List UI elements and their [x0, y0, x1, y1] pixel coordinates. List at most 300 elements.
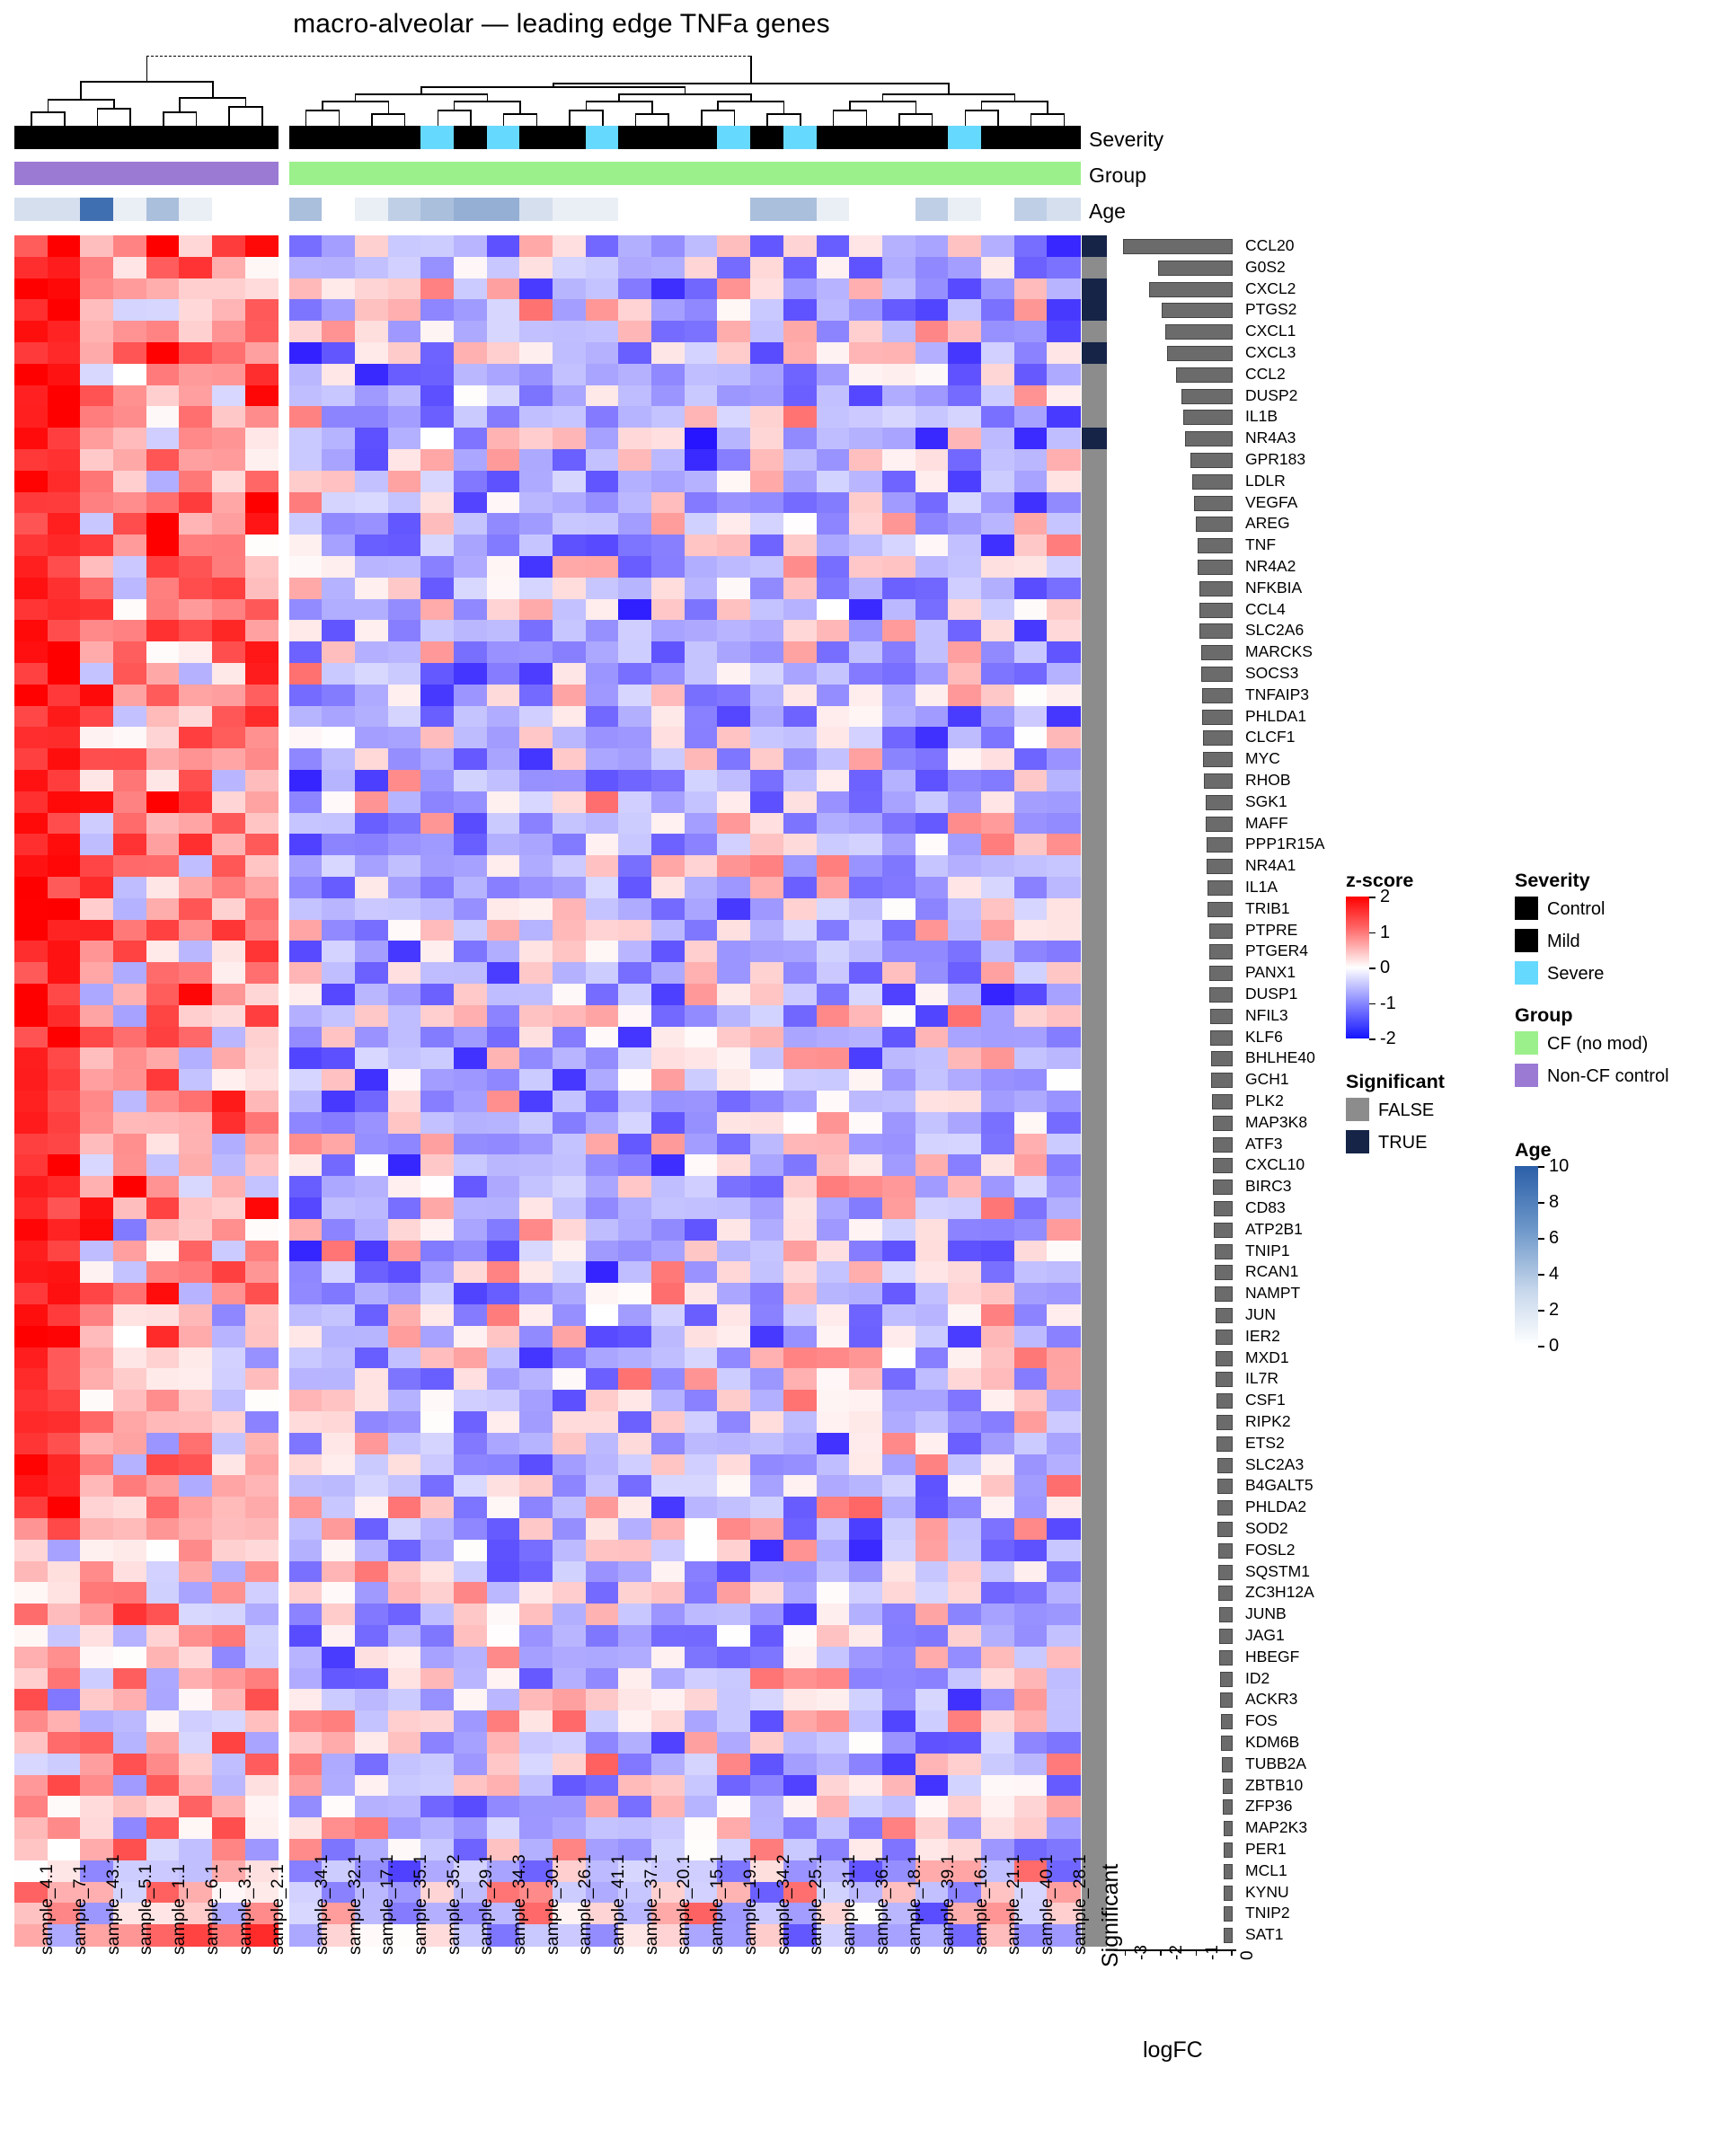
heatmap-cell	[322, 1368, 355, 1390]
logfc-bar	[1190, 453, 1233, 468]
heatmap-cell	[586, 834, 619, 855]
significance-cell	[1082, 1091, 1107, 1112]
heatmap-cell	[420, 385, 454, 407]
annotation-cell	[245, 126, 279, 149]
heatmap-cell	[388, 1668, 421, 1690]
heatmap-cell	[48, 984, 81, 1005]
heatmap-cell	[388, 941, 421, 962]
heatmap-cell	[882, 599, 916, 621]
heatmap-cell	[80, 834, 113, 855]
heatmap-cell	[388, 1625, 421, 1647]
heatmap-cell	[113, 1348, 146, 1369]
heatmap-cell	[916, 278, 949, 300]
heatmap-cell	[322, 1518, 355, 1540]
annotation-cell	[882, 126, 916, 149]
heatmap-cell	[48, 1005, 81, 1027]
heatmap-cell	[685, 1625, 718, 1647]
gene-label: ATP2B1	[1245, 1219, 1303, 1238]
heatmap-cell	[212, 920, 245, 941]
heatmap-cell	[1014, 1475, 1048, 1497]
heatmap-cell	[14, 1348, 48, 1369]
heatmap-cell	[750, 1518, 783, 1540]
heatmap-cell	[519, 257, 553, 278]
heatmap-cell	[981, 342, 1014, 364]
heatmap-cell	[916, 235, 949, 257]
heatmap-cell	[179, 1604, 212, 1625]
heatmap-cell	[322, 770, 355, 791]
heatmap-cell	[916, 1091, 949, 1112]
heatmap-cell	[519, 492, 553, 514]
heatmap-cell	[48, 428, 81, 449]
heatmap-cell	[322, 1069, 355, 1091]
heatmap-cell	[750, 1134, 783, 1155]
heatmap-cell	[586, 791, 619, 813]
heatmap-cell	[817, 406, 850, 428]
heatmap-cell	[750, 984, 783, 1005]
heatmap-cell	[289, 556, 323, 578]
annotation-cell	[179, 126, 212, 149]
heatmap-cell	[783, 1283, 817, 1304]
heatmap-cell	[388, 299, 421, 321]
heatmap-cell	[355, 1005, 388, 1027]
heatmap-cell	[1014, 727, 1048, 748]
heatmap-cell	[420, 1304, 454, 1326]
heatmap-cell	[948, 1689, 981, 1710]
heatmap-cell	[553, 1647, 586, 1668]
heatmap-cell	[14, 471, 48, 492]
annotation-cell	[519, 126, 553, 149]
heatmap-cell	[586, 813, 619, 835]
heatmap-cell	[783, 1261, 817, 1283]
heatmap-cell	[179, 941, 212, 962]
heatmap-cell	[420, 1411, 454, 1433]
heatmap-cell	[487, 1689, 520, 1710]
heatmap-cell	[113, 1475, 146, 1497]
heatmap-cell	[179, 1411, 212, 1433]
heatmap-cell	[454, 1604, 487, 1625]
heatmap-cell	[289, 1754, 323, 1775]
heatmap-cell	[289, 471, 323, 492]
heatmap-cell	[981, 1368, 1014, 1390]
heatmap-cell	[487, 578, 520, 599]
heatmap-cell	[1047, 706, 1080, 728]
heatmap-cell	[783, 1197, 817, 1219]
heatmap-cell	[685, 556, 718, 578]
heatmap-cell	[388, 1154, 421, 1176]
dendrogram-link	[454, 101, 519, 102]
heatmap-cell	[454, 1561, 487, 1583]
heatmap-cell	[817, 513, 850, 535]
heatmap-cell	[586, 513, 619, 535]
heatmap-cell	[717, 855, 750, 877]
heatmap-cell	[48, 235, 81, 257]
heatmap-cell	[685, 599, 718, 621]
heatmap-cell	[146, 813, 180, 835]
heatmap-cell	[685, 342, 718, 364]
heatmap-cell	[817, 685, 850, 706]
heatmap-cell	[14, 1689, 48, 1710]
heatmap-cell	[750, 385, 783, 407]
heatmap-cell	[14, 1582, 48, 1604]
heatmap-cell	[948, 834, 981, 855]
heatmap-cell	[420, 321, 454, 342]
heatmap-cell	[849, 385, 882, 407]
heatmap-cell	[783, 1475, 817, 1497]
heatmap-cell	[487, 685, 520, 706]
logfc-bar	[1220, 1672, 1233, 1687]
heatmap-cell	[618, 1027, 651, 1048]
heatmap-cell	[14, 1368, 48, 1390]
heatmap-cell	[388, 920, 421, 941]
heatmap-cell	[1047, 813, 1080, 835]
heatmap-cell	[717, 920, 750, 941]
heatmap-cell	[487, 898, 520, 920]
heatmap-cell	[717, 513, 750, 535]
heatmap-cell	[651, 1348, 685, 1369]
heatmap-cell	[916, 1796, 949, 1817]
heatmap-cell	[14, 727, 48, 748]
heatmap-cell	[14, 1112, 48, 1134]
gene-label: GPR183	[1245, 449, 1306, 468]
heatmap-cell	[981, 1411, 1014, 1433]
heatmap-cell	[1014, 1540, 1048, 1561]
heatmap-cell	[179, 1518, 212, 1540]
heatmap-cell	[618, 1047, 651, 1069]
annotation-cell	[113, 162, 146, 185]
heatmap-cell	[783, 1582, 817, 1604]
heatmap-cell	[487, 1197, 520, 1219]
heatmap-cell	[322, 1197, 355, 1219]
heatmap-cell	[388, 1283, 421, 1304]
heatmap-cell	[685, 1540, 718, 1561]
heatmap-cell	[849, 1582, 882, 1604]
heatmap-cell	[519, 1710, 553, 1732]
heatmap-cell	[322, 1027, 355, 1048]
heatmap-cell	[1047, 1047, 1080, 1069]
heatmap-cell	[420, 535, 454, 556]
heatmap-cell	[14, 364, 48, 385]
annotation-cell	[179, 162, 212, 185]
heatmap-cell	[817, 941, 850, 962]
heatmap-cell	[1014, 235, 1048, 257]
heatmap-cell	[882, 1326, 916, 1348]
heatmap-cell	[717, 278, 750, 300]
annotation-cell	[948, 126, 981, 149]
heatmap-cell	[651, 342, 685, 364]
significance-cell	[1082, 1518, 1107, 1540]
heatmap-cell	[420, 1069, 454, 1091]
heatmap-cell	[179, 1754, 212, 1775]
heatmap-cell	[916, 385, 949, 407]
heatmap-cell	[1047, 984, 1080, 1005]
heatmap-cell	[586, 556, 619, 578]
heatmap-cell	[14, 706, 48, 728]
heatmap-cell	[454, 1817, 487, 1839]
dendrogram-link	[586, 101, 651, 102]
heatmap-cell	[212, 962, 245, 984]
heatmap-cell	[651, 1154, 685, 1176]
dendrogram-link	[163, 111, 164, 126]
heatmap-cell	[487, 1582, 520, 1604]
heatmap-cell	[80, 1283, 113, 1304]
heatmap-cell	[981, 1518, 1014, 1540]
heatmap-cell	[618, 770, 651, 791]
significance-cell	[1082, 727, 1107, 748]
heatmap-cell	[948, 1241, 981, 1262]
heatmap-cell	[519, 235, 553, 257]
heatmap-cell	[487, 406, 520, 428]
heatmap-cell	[817, 877, 850, 898]
gene-label: BHLHE40	[1245, 1048, 1315, 1067]
heatmap-cell	[1014, 1241, 1048, 1262]
heatmap-cell	[685, 706, 718, 728]
heatmap-cell	[212, 727, 245, 748]
heatmap-cell	[454, 727, 487, 748]
heatmap-cell	[618, 1540, 651, 1561]
dendrogram-link	[932, 113, 933, 126]
heatmap-cell	[48, 834, 81, 855]
heatmap-cell	[817, 920, 850, 941]
heatmap-cell	[717, 1604, 750, 1625]
heatmap-cell	[322, 1411, 355, 1433]
heatmap-cell	[750, 1368, 783, 1390]
logfc-bar	[1216, 1415, 1233, 1430]
heatmap-cell	[849, 1112, 882, 1134]
significance-cell	[1082, 941, 1107, 962]
heatmap-cell	[750, 1454, 783, 1476]
heatmap-cell	[80, 920, 113, 941]
heatmap-cell	[289, 1689, 323, 1710]
heatmap-cell	[388, 855, 421, 877]
heatmap-cell	[179, 770, 212, 791]
heatmap-cell	[916, 1005, 949, 1027]
legend-tick	[1369, 1003, 1376, 1005]
heatmap-cell	[487, 1433, 520, 1454]
heatmap-cell	[80, 1732, 113, 1754]
heatmap-cell	[817, 1154, 850, 1176]
heatmap-cell	[487, 1091, 520, 1112]
heatmap-cell	[651, 1497, 685, 1518]
heatmap-cell	[750, 834, 783, 855]
heatmap-cell	[618, 342, 651, 364]
heatmap-cell	[750, 1475, 783, 1497]
heatmap-cell	[146, 299, 180, 321]
heatmap-cell	[981, 1497, 1014, 1518]
heatmap-cell	[651, 1027, 685, 1048]
heatmap-cell	[146, 1518, 180, 1540]
heatmap-cell	[487, 1027, 520, 1048]
heatmap-cell	[322, 1775, 355, 1797]
heatmap-cell	[245, 492, 279, 514]
heatmap-cell	[113, 663, 146, 685]
heatmap-cell	[454, 257, 487, 278]
heatmap-cell	[80, 471, 113, 492]
heatmap-cell	[80, 449, 113, 471]
heatmap-cell	[146, 898, 180, 920]
heatmap-cell	[618, 449, 651, 471]
heatmap-cell	[717, 1176, 750, 1197]
dendrogram-link	[1014, 93, 1016, 101]
heatmap-cell	[487, 235, 520, 257]
heatmap-cell	[454, 492, 487, 514]
heatmap-cell	[420, 920, 454, 941]
heatmap-cell	[685, 1154, 718, 1176]
heatmap-cell	[685, 962, 718, 984]
heatmap-cell	[388, 1540, 421, 1561]
heatmap-cell	[454, 1390, 487, 1411]
heatmap-cell	[487, 791, 520, 813]
heatmap-cell	[146, 1283, 180, 1304]
heatmap-cell	[212, 1326, 245, 1348]
heatmap-cell	[487, 1497, 520, 1518]
heatmap-cell	[618, 620, 651, 641]
heatmap-cell	[717, 235, 750, 257]
heatmap-cell	[948, 513, 981, 535]
heatmap-cell	[817, 1069, 850, 1091]
legend-title-group: Group	[1515, 1004, 1573, 1026]
heatmap-cell	[245, 1411, 279, 1433]
heatmap-cell	[14, 406, 48, 428]
heatmap-cell	[454, 1348, 487, 1369]
heatmap-cell	[355, 641, 388, 663]
heatmap-cell	[519, 385, 553, 407]
heatmap-cell	[1014, 834, 1048, 855]
heatmap-cell	[146, 1112, 180, 1134]
heatmap-cell	[817, 1817, 850, 1839]
heatmap-cell	[48, 1219, 81, 1241]
heatmap-cell	[245, 1390, 279, 1411]
heatmap-cell	[586, 1091, 619, 1112]
heatmap-cell	[618, 791, 651, 813]
logfc-bar	[1215, 1244, 1233, 1259]
heatmap-cell	[948, 556, 981, 578]
heatmap-cell	[849, 364, 882, 385]
heatmap-cell	[916, 1775, 949, 1797]
heatmap-cell	[981, 471, 1014, 492]
heatmap-cell	[783, 855, 817, 877]
heatmap-cell	[113, 428, 146, 449]
heatmap-cell	[618, 1411, 651, 1433]
heatmap-cell	[48, 1710, 81, 1732]
heatmap-cell	[245, 1069, 279, 1091]
heatmap-cell	[289, 1475, 323, 1497]
heatmap-cell	[245, 855, 279, 877]
heatmap-cell	[750, 941, 783, 962]
annotation-cell	[289, 162, 323, 185]
heatmap-cell	[783, 1027, 817, 1048]
heatmap-cell	[817, 1775, 850, 1797]
heatmap-cell	[146, 1454, 180, 1476]
heatmap-cell	[322, 1091, 355, 1112]
heatmap-cell	[212, 663, 245, 685]
heatmap-cell	[322, 1732, 355, 1754]
heatmap-cell	[48, 342, 81, 364]
heatmap-cell	[245, 321, 279, 342]
heatmap-cell	[487, 1047, 520, 1069]
heatmap-cell	[849, 1390, 882, 1411]
heatmap-cell	[245, 962, 279, 984]
heatmap-cell	[981, 1326, 1014, 1348]
heatmap-cell	[355, 877, 388, 898]
gene-label: KYNU	[1245, 1882, 1289, 1901]
heatmap-cell	[618, 1069, 651, 1091]
heatmap-cell	[454, 620, 487, 641]
heatmap-cell	[783, 1134, 817, 1155]
heatmap-cell	[750, 1732, 783, 1754]
annotation-row-group	[14, 162, 1080, 185]
heatmap-cell	[48, 1368, 81, 1390]
heatmap-cell	[212, 342, 245, 364]
heatmap-cell	[882, 898, 916, 920]
heatmap-cell	[817, 1283, 850, 1304]
heatmap-cell	[146, 1540, 180, 1561]
heatmap-cell	[48, 513, 81, 535]
heatmap-cell	[586, 321, 619, 342]
annotation-cell	[882, 198, 916, 221]
heatmap-cell	[553, 791, 586, 813]
heatmap-cell	[420, 727, 454, 748]
heatmap-cell	[553, 1561, 586, 1583]
heatmap-cell	[817, 1668, 850, 1690]
heatmap-cell	[355, 342, 388, 364]
heatmap-cell	[519, 663, 553, 685]
heatmap-cell	[1014, 321, 1048, 342]
heatmap-cell	[1014, 1732, 1048, 1754]
heatmap-cell	[817, 1796, 850, 1817]
heatmap-cell	[685, 1582, 718, 1604]
heatmap-cell	[618, 984, 651, 1005]
annotation-cell	[487, 198, 520, 221]
heatmap-cell	[48, 492, 81, 514]
heatmap-cell	[981, 685, 1014, 706]
heatmap-cell	[783, 834, 817, 855]
heatmap-cell	[80, 1561, 113, 1583]
heatmap-cell	[454, 449, 487, 471]
gene-label: ZBTB10	[1245, 1775, 1304, 1794]
heatmap-cell	[146, 1091, 180, 1112]
heatmap-cell	[322, 685, 355, 706]
heatmap-cell	[14, 1390, 48, 1411]
heatmap-cell	[586, 578, 619, 599]
heatmap-cell	[113, 834, 146, 855]
heatmap-cell	[1047, 727, 1080, 748]
significance-cell	[1082, 1582, 1107, 1604]
heatmap-cell	[454, 1433, 487, 1454]
annotation-cell	[14, 198, 48, 221]
heatmap-cell	[80, 578, 113, 599]
heatmap-cell	[519, 556, 553, 578]
heatmap-cell	[80, 855, 113, 877]
heatmap-cell	[817, 299, 850, 321]
legend-label-significant: FALSE	[1378, 1100, 1435, 1120]
heatmap-cell	[849, 1091, 882, 1112]
heatmap-cell	[355, 962, 388, 984]
heatmap-cell	[981, 1625, 1014, 1647]
heatmap-cell	[717, 1154, 750, 1176]
heatmap-cell	[245, 1839, 279, 1860]
heatmap-cell	[685, 1069, 718, 1091]
heatmap-cell	[882, 1689, 916, 1710]
heatmap-cell	[420, 663, 454, 685]
heatmap-cell	[618, 962, 651, 984]
heatmap-cell	[750, 1176, 783, 1197]
annotation-cell	[420, 126, 454, 149]
heatmap-cell	[1014, 1689, 1048, 1710]
heatmap-cell	[212, 299, 245, 321]
heatmap-cell	[1047, 1475, 1080, 1497]
heatmap-cell	[882, 278, 916, 300]
heatmap-cell	[817, 813, 850, 835]
